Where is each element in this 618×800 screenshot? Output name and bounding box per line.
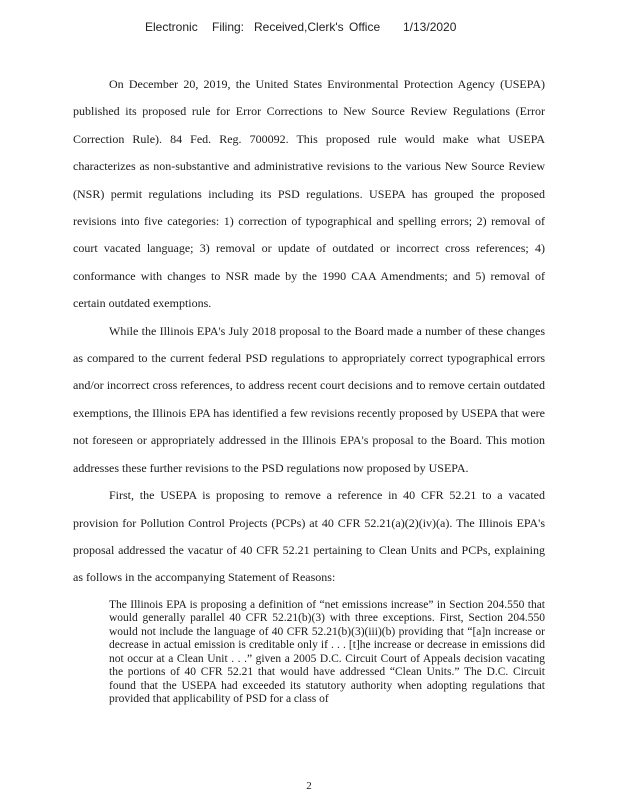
paragraph-2: While the Illinois EPA's July 2018 proposal to the Board made a number of these changes as compared to the current federal PSD regulations to appropriately correct typographical errors and/or incorrect cross references, to address recent court decisions and to remove certain outdated exemptions, the Illinois EPA has identified a few revisions recently proposed by USEPA that were not foreseen or appropriately addressed in the Illinois EPA's proposal to the Board. This motion addresses these further revisions to the PSD regulations now proposed by USEPA. — [73, 323, 545, 475]
paragraph-1: On December 20, 2019, the United States Environmental Protection Agency (USEPA) published its proposed rule for Error Corrections to New Source Review Regulations (Error Correction Rule). 84 Fed. Reg. 700092. This proposed rule would make what USEPA characterizes as non-substantive and administrative revisions to the various New Source Review (NSR) permit regulations including its PSD regulations. USEPA has grouped the proposed revisions into five categories: 1) correction of typographical and spelling errors; 2) removal of court vacated language; 3) removal or update of outdated or incorrect cross references; 4) conformance with changes to NSR made by the 1990 CAA Amendments; and 5) removal of certain outdated exemptions. — [73, 77, 545, 311]
paragraph-3: First, the USEPA is proposing to remove a reference in 40 CFR 52.21 to a vacated provision for Pollution Control Projects (PCPs) at 40 CFR 52.21(a)(2)(iv)(a). The Illinois EPA's proposal addressed the vacatur of 40 CFR 52.21 pertaining to Clean Units and PCPs, explaining as follows in the accompanying Statement of Reasons: — [73, 488, 545, 585]
header-filing: Filing: — [212, 20, 245, 34]
header-received: Received,Clerk's — [254, 20, 344, 34]
header-office: Office — [349, 20, 381, 34]
header-electronic: Electronic — [145, 20, 198, 34]
header-date: 1/13/2020 — [403, 20, 457, 34]
block-quote: The Illinois EPA is proposing a definition of “net emissions increase” in Section 204.550 that would generally parallel 40 CFR 52.21(b)(3) with three exceptions. First, Section 204.550 would not include the language of 40 CFR 52.21(b)(3)(iii)(b) providing that “[a]n increase or decrease in actual emission is creditable only if . . . [t]he increase or decrease in emissions did not occur at a Clean Unit . . .” given a 2005 D.C. Circuit Court of Appeals decision vacating the portions of 40 CFR 52.21 that would have addressed “Clean Units.” The D.C. Circuit found that the USEPA had exceeded its statutory authority when adopting regulations that provided that applicability of PSD for a class of — [109, 598, 545, 706]
document-body — [73, 71, 545, 707]
page-number: 2 — [306, 780, 312, 792]
